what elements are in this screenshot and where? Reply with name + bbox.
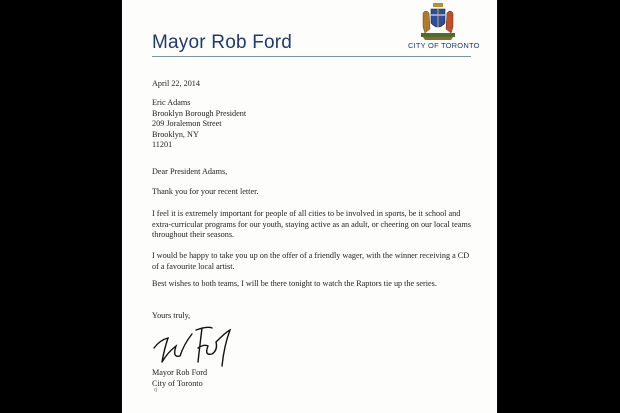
paragraph-1: Thank you for your recent letter. — [152, 187, 259, 196]
signer-org: City of Toronto — [152, 379, 203, 388]
recipient-zip: 11201 — [152, 140, 173, 150]
salutation: Dear President Adams, — [152, 167, 228, 176]
letter-page — [122, 0, 497, 413]
coat-of-arms-icon — [417, 3, 459, 41]
paragraph-3: I would be happy to take you up on the offer of a friendly wager, with the winner receiving a CD of a favourite local artist. — [152, 251, 470, 271]
paragraph-4: Best wishes to both teams, I will be there tonight to watch the Raptors tie up the series. — [152, 279, 437, 288]
recipient-street: 209 Joralemon Street — [152, 119, 222, 129]
header-rule — [152, 56, 471, 57]
recipient-title: Brooklyn Borough President — [152, 108, 247, 118]
recipient-city-state: Brooklyn, NY — [152, 129, 199, 139]
paragraph-2: I feel it is extremely important for people of all cities to be involved in sports, be it school and extra-curricular programs for our youth, staying active as an adult, or cheering on our local teams throughout their seasons. — [152, 209, 471, 240]
signature-image — [146, 322, 241, 370]
letter-date: April 22, 2014 — [152, 79, 200, 88]
letterhead-title: Mayor Rob Ford — [152, 32, 293, 53]
recipient-name: Eric Adams — [152, 98, 191, 107]
closing: Yours truly, — [152, 311, 191, 320]
footer-mark: rj — [154, 388, 158, 393]
city-label: CITY OF TORONTO — [408, 41, 480, 50]
signer-name: Mayor Rob Ford — [152, 368, 208, 377]
